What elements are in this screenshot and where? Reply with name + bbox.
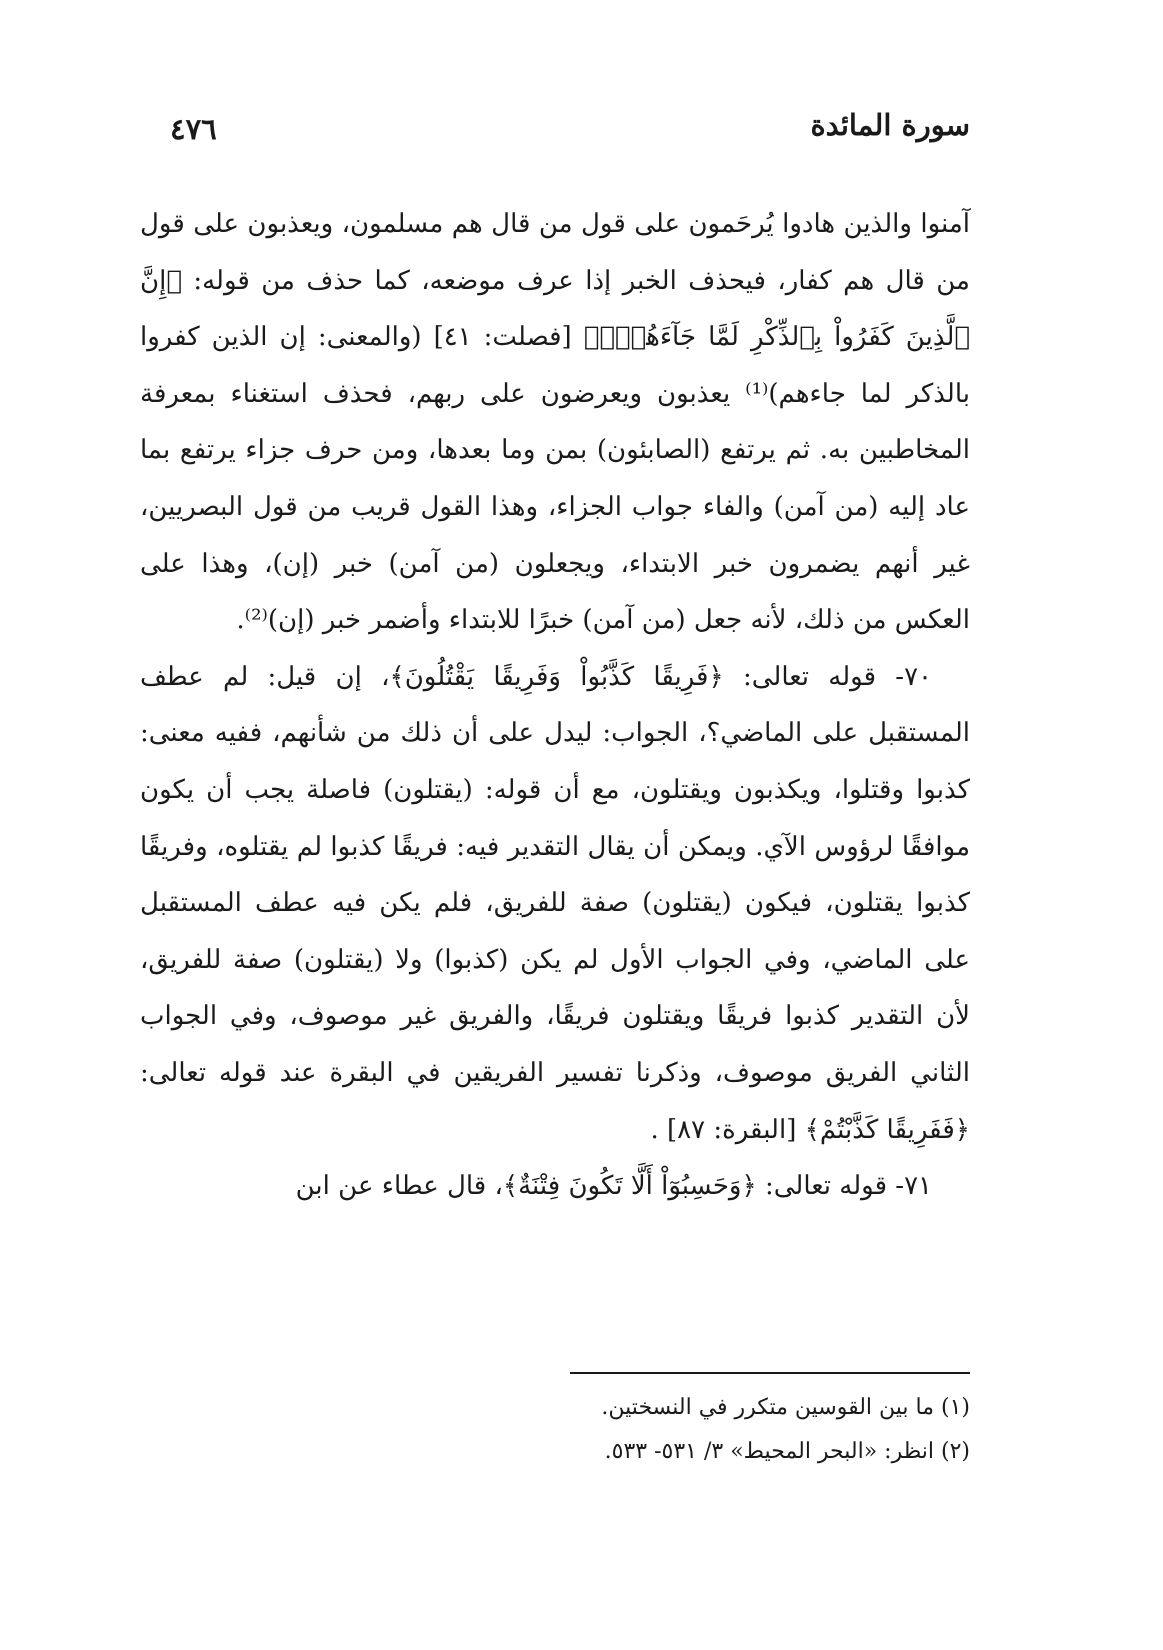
footnote-1: (١) ما بين القوسين متكرر في النسختين. — [601, 1395, 970, 1420]
footnote-2: (٢) انظر: «البحر المحيط» ٣/ ٥٣١- ٥٣٣. — [604, 1439, 970, 1464]
page-header — [170, 108, 970, 152]
page-number: ٤٧٦ — [170, 112, 217, 146]
footnotes — [140, 1386, 970, 1474]
paragraph-verse-71: ٧١- قوله تعالى: ﴿وَحَسِبُوٓاْ أَلَّا تَكُونَ فِتْنَةٌ﴾، قال عطاء عن ابن — [295, 1171, 932, 1202]
main-text — [140, 196, 970, 1215]
surah-title: سورة المائدة — [810, 108, 970, 142]
footnote-divider — [570, 1372, 970, 1374]
paragraph-1: آمنوا والذين هادوا يُرحَمون على قول من قال هم مسلمون، ويعذبون على قول من قال هم كفار، فيحذف الخبر إذا عرف موضعه، كما حذف من قوله: ﴿إِنَّ ٱلَّذِينَ كَفَرُواْ بِٱلذِّكْرِ لَمَّا جَآءَهُمْۖ﴾ [فصلت: ٤١] (والمعنى: إن الذين كفروا بالذكر لما جاءهم)⁽¹⁾ يعذبون ويعرضون على ربهم، فحذف استغناء بمعرفة المخاطبين به. ثم يرتفع (الصابئون) بمن وما بعدها، ومن حرف جزاء يرتفع بما عاد إليه (من آمن) والفاء جواب الجزاء، وهذا القول قريب من قول البصريين، غير أنهم يضمرون خبر الابتداء، ويجعلون (من آمن) خبر (إن)، وهذا على العكس من ذلك، لأنه جعل (من آمن) خبرًا للابتداء وأضمر خبر (إن)⁽²⁾. — [140, 209, 971, 636]
paragraph-verse-70: ٧٠- قوله تعالى: ﴿فَرِيقًا كَذَّبُواْ وَفَرِيقًا يَقْتُلُونَ﴾، إن قيل: لم عطف المستقبل على الماضي؟، الجواب: ليدل على أن ذلك من شأنهم، ففيه معنى: كذبوا وقتلوا، ويكذبون ويقتلون، مع أن قوله: (يقتلون) فاصلة يجب أن يكون موافقًا لرؤوس الآي. ويمكن أن يقال التقدير فيه: فريقًا كذبوا لم يقتلوه، وفريقًا كذبوا يقتلون، فيكون (يقتلون) صفة للفريق، فلم يكن فيه عطف المستقبل على الماضي، وفي الجواب الأول لم يكن (كذبوا) ولا (يقتلون) صفة للفريق، لأن التقدير كذبوا فريقًا ويقتلون فريقًا، والفريق غير موصوف، وفي الجواب الثاني الفريق موصوف، وذكرنا تفسير الفريقين في البقرة عند قوله تعالى: ﴿فَفَرِيقًا كَذَّبْتُمْ﴾ [البقرة: ٨٧] . — [140, 661, 970, 1145]
